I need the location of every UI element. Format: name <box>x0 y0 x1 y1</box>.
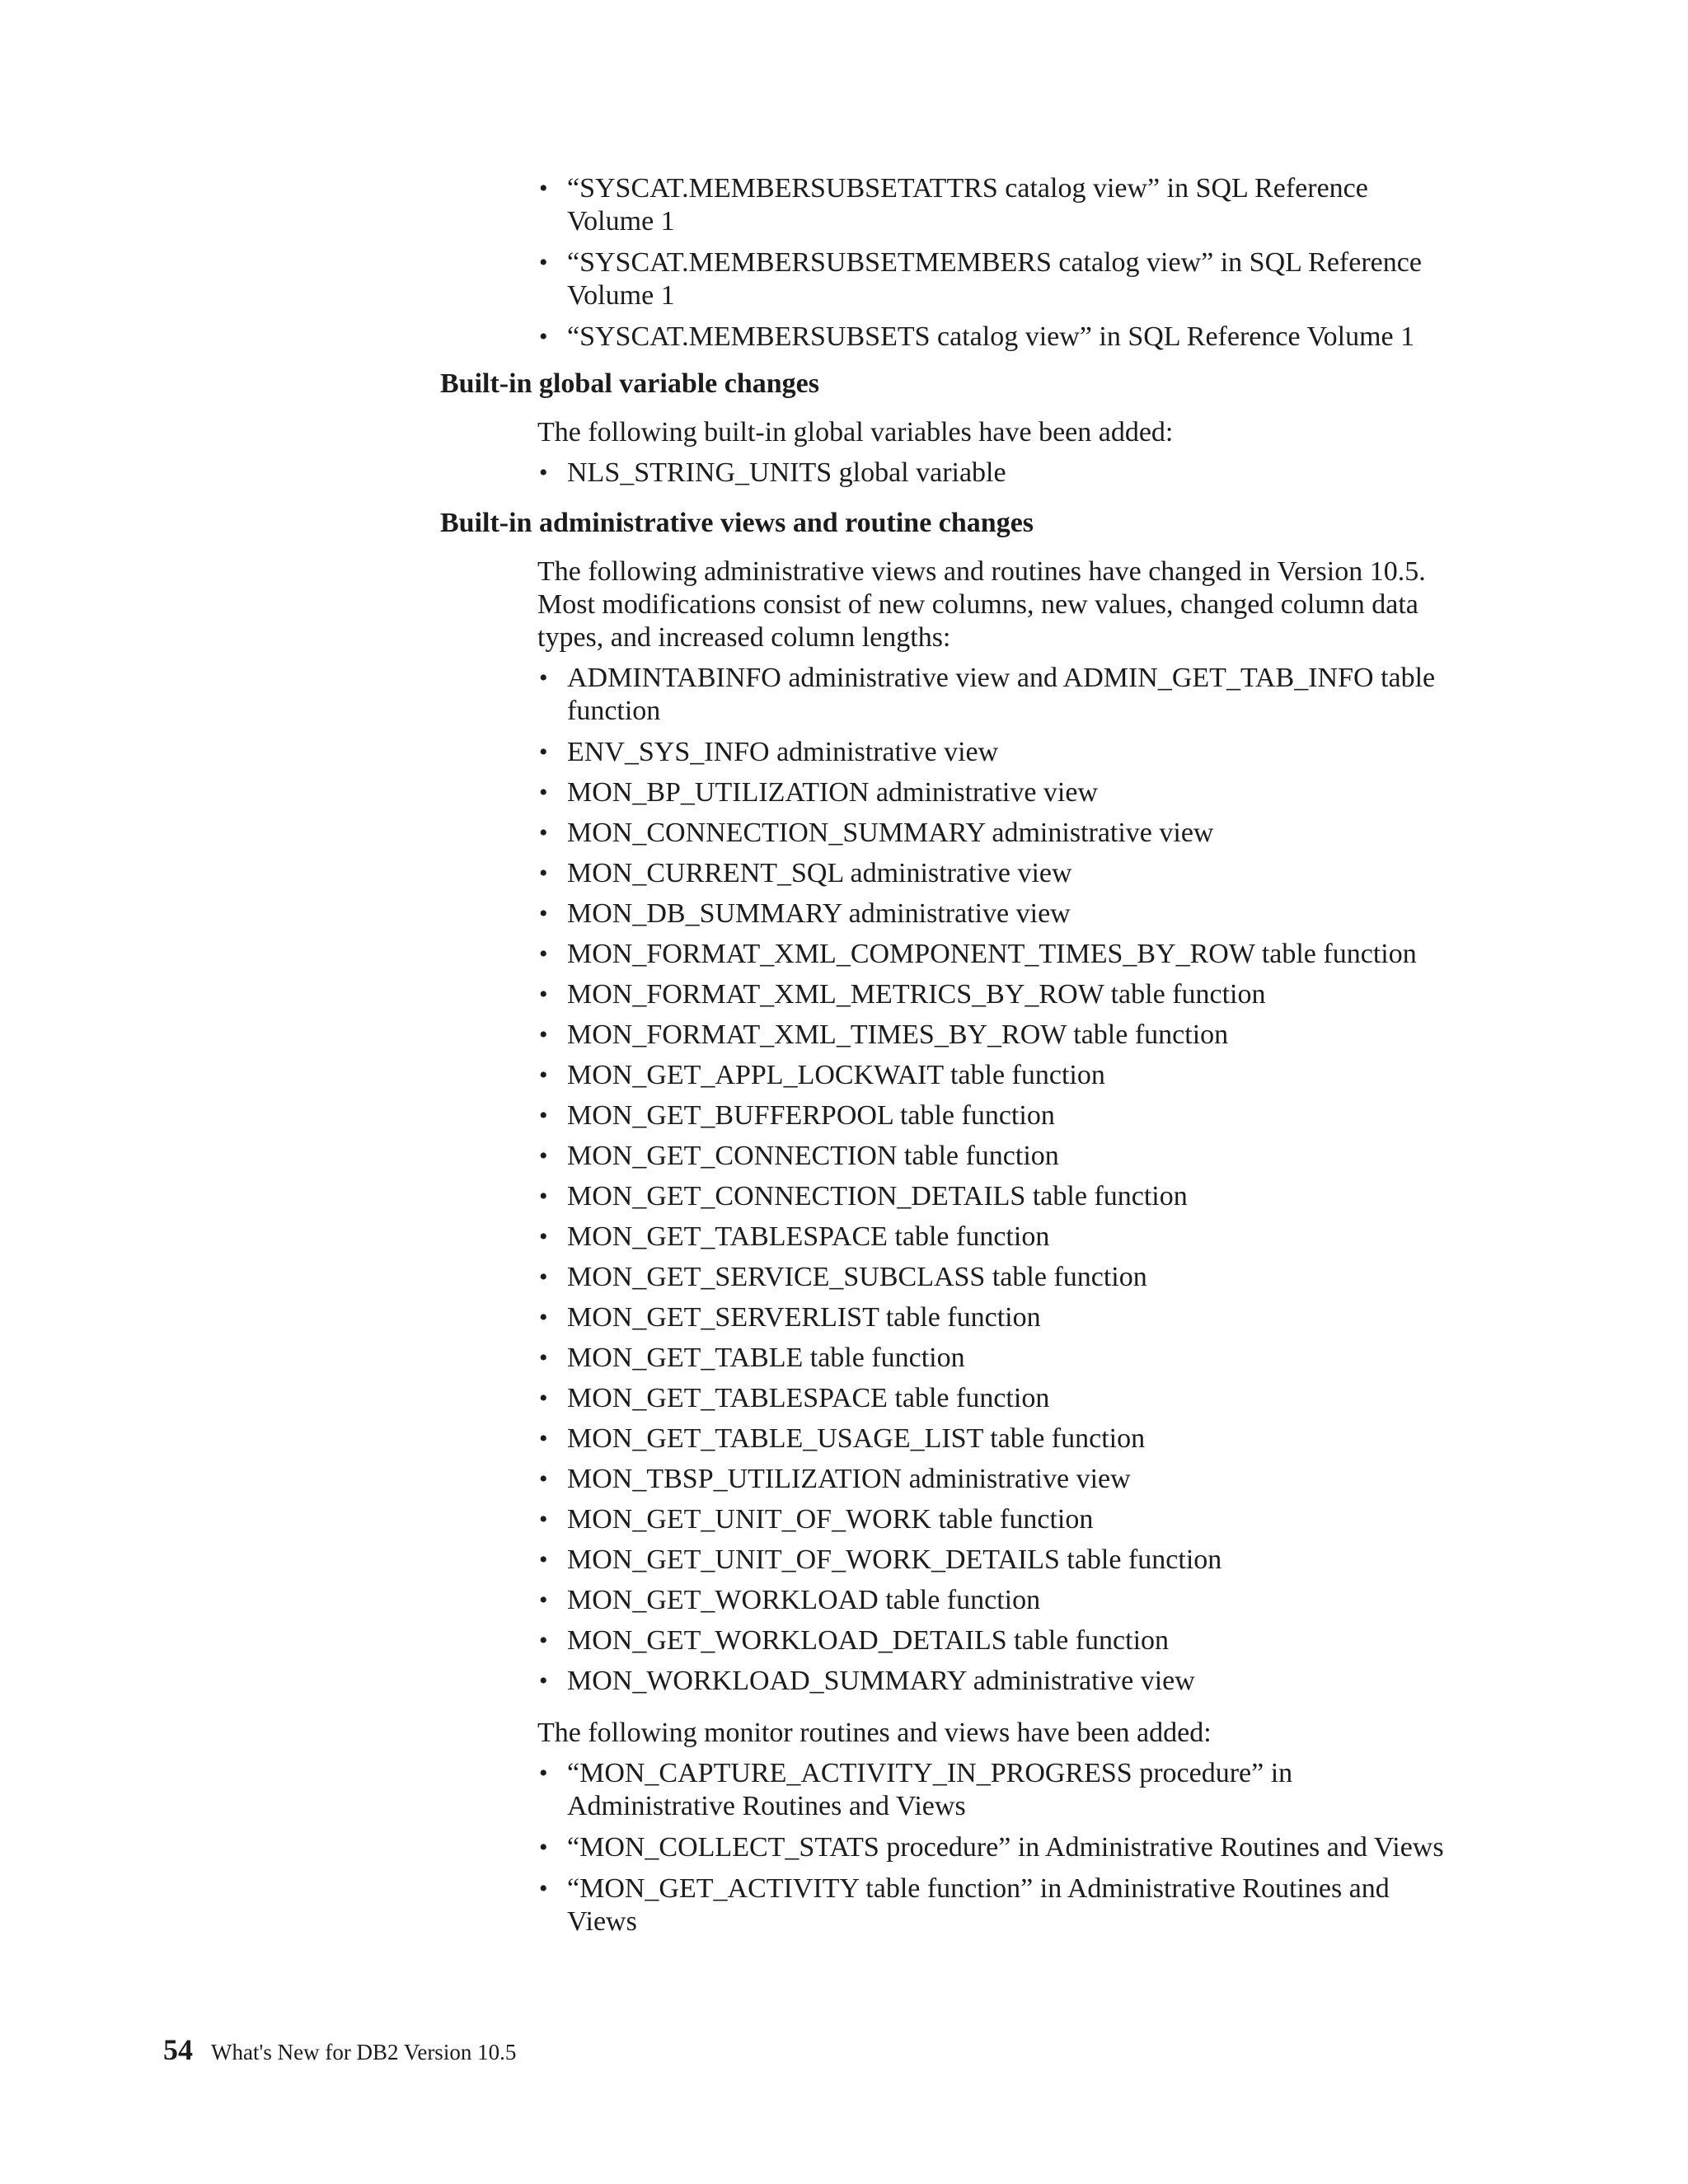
list-item <box>537 1624 1452 1657</box>
list-item <box>537 736 1452 769</box>
list-item-text: MON_CONNECTION_SUMMARY administrative view <box>567 818 1214 848</box>
list-item-text: MON_GET_CONNECTION table function <box>567 1141 1059 1171</box>
global-variables-list <box>537 457 1452 490</box>
admin-views-list <box>537 662 1452 1698</box>
list-item-text: “SYSCAT.MEMBERSUBSETATTRS catalog view” in SQL Reference Volume 1 <box>567 173 1368 237</box>
list-item-text: MON_GET_SERVICE_SUBCLASS table function <box>567 1262 1147 1292</box>
list-item <box>537 1342 1452 1375</box>
list-item <box>537 1099 1452 1132</box>
list-item-text: MON_GET_BUFFERPOOL table function <box>567 1100 1055 1131</box>
list-item-text: MON_WORKLOAD_SUMMARY administrative view <box>567 1666 1195 1696</box>
list-item-text: ENV_SYS_INFO administrative view <box>567 737 999 767</box>
list-item <box>537 857 1452 890</box>
list-item <box>537 246 1452 312</box>
list-item-text: “MON_CAPTURE_ACTIVITY_IN_PROGRESS procedure” in Administrative Routines and Views <box>567 1758 1293 1821</box>
list-item-text: MON_DB_SUMMARY administrative view <box>567 898 1071 929</box>
list-item <box>537 1180 1452 1213</box>
list-item-text: MON_GET_TABLESPACE table function <box>567 1221 1050 1252</box>
section-heading-global-variables: Built-in global variable changes <box>440 368 819 399</box>
list-item <box>537 1261 1452 1294</box>
list-item-text: MON_GET_CONNECTION_DETAILS table function <box>567 1181 1188 1212</box>
list-item-text: MON_FORMAT_XML_TIMES_BY_ROW table function <box>567 1019 1229 1050</box>
list-item-text: “MON_COLLECT_STATS procedure” in Administrative Routines and Views <box>567 1832 1444 1863</box>
list-item <box>537 817 1452 850</box>
list-item <box>537 1831 1452 1864</box>
list-item-text: MON_FORMAT_XML_COMPONENT_TIMES_BY_ROW table function <box>567 939 1417 969</box>
monitor-routines-list <box>537 1757 1452 1938</box>
list-item <box>537 172 1452 238</box>
list-item <box>537 1503 1452 1536</box>
section-heading-admin-views: Built-in administrative views and routine changes <box>440 508 1034 538</box>
list-item <box>537 978 1452 1011</box>
page-number: 54 <box>163 2033 193 2066</box>
list-item-text: MON_GET_TABLE_USAGE_LIST table function <box>567 1423 1146 1454</box>
list-item-text: “SYSCAT.MEMBERSUBSETS catalog view” in SQL Reference Volume 1 <box>567 321 1415 352</box>
list-item <box>537 1140 1452 1173</box>
footer-book-title: What's New for DB2 Version 10.5 <box>211 2040 517 2064</box>
list-item <box>537 1463 1452 1496</box>
list-item <box>537 898 1452 930</box>
list-item <box>537 1059 1452 1092</box>
list-item-text: ADMINTABINFO administrative view and ADMIN_GET_TAB_INFO table function <box>567 663 1436 726</box>
list-item <box>537 457 1452 490</box>
list-item-text: MON_GET_SERVERLIST table function <box>567 1302 1041 1333</box>
list-item <box>537 776 1452 809</box>
list-item-text: MON_BP_UTILIZATION administrative view <box>567 777 1099 808</box>
list-item-text: MON_GET_WORKLOAD table function <box>567 1585 1041 1615</box>
list-item <box>537 1019 1452 1052</box>
page-footer <box>163 2032 516 2067</box>
list-item <box>537 1872 1452 1938</box>
list-item <box>537 1757 1452 1823</box>
list-item-text: MON_GET_TABLESPACE table function <box>567 1383 1050 1413</box>
list-item-text: “MON_GET_ACTIVITY table function” in Administrative Routines and Views <box>567 1873 1390 1937</box>
list-item-text: MON_GET_UNIT_OF_WORK table function <box>567 1504 1094 1535</box>
list-item-text: MON_CURRENT_SQL administrative view <box>567 858 1072 888</box>
list-item-text: MON_GET_APPL_LOCKWAIT table function <box>567 1060 1105 1090</box>
list-item <box>537 662 1452 728</box>
list-item <box>537 1584 1452 1617</box>
list-item-text: MON_TBSP_UTILIZATION administrative view <box>567 1464 1131 1494</box>
list-item-text: MON_GET_WORKLOAD_DETAILS table function <box>567 1625 1170 1656</box>
list-item-text: MON_FORMAT_XML_METRICS_BY_ROW table function <box>567 979 1266 1010</box>
list-item <box>537 321 1452 354</box>
list-item <box>537 1301 1452 1334</box>
list-item-text: NLS_STRING_UNITS global variable <box>567 457 1006 488</box>
monitor-routines-intro: The following monitor routines and views have been added: <box>537 1718 1212 1748</box>
list-item <box>537 1382 1452 1415</box>
list-item <box>537 1665 1452 1698</box>
admin-views-intro: The following administrative views and routines have changed in Version 10.5. Most modifications consist of new columns, new values, changed column data types, and increased column lengths: <box>537 556 1426 653</box>
list-item-text: MON_GET_UNIT_OF_WORK_DETAILS table function <box>567 1544 1222 1575</box>
list-item <box>537 1221 1452 1254</box>
global-variables-intro: The following built-in global variables have been added: <box>537 417 1174 448</box>
catalog-view-list <box>537 172 1452 354</box>
list-item <box>537 938 1452 971</box>
list-item <box>537 1544 1452 1577</box>
list-item-text: “SYSCAT.MEMBERSUBSETMEMBERS catalog view” in SQL Reference Volume 1 <box>567 247 1422 311</box>
list-item-text: MON_GET_TABLE table function <box>567 1343 965 1373</box>
list-item <box>537 1422 1452 1455</box>
